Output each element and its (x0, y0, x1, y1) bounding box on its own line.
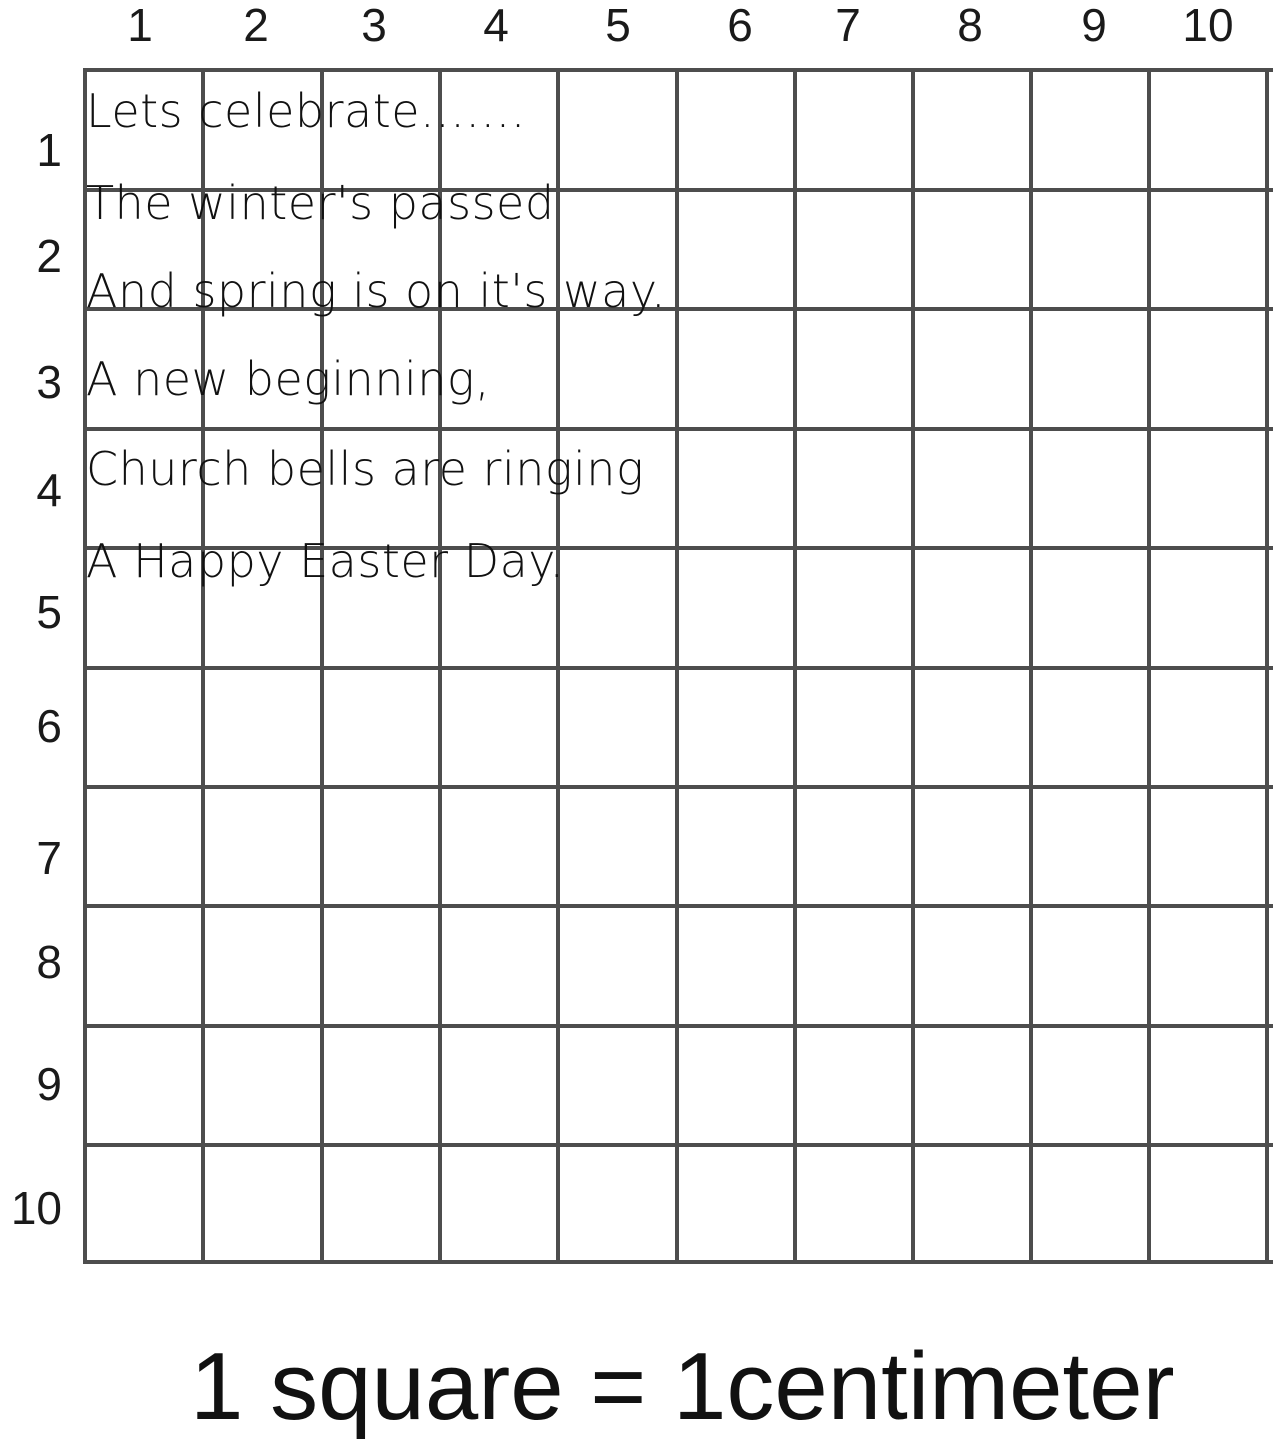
poem-line: Lets celebrate....... (86, 84, 526, 138)
column-number: 2 (243, 0, 269, 51)
poem-line: A Happy Easter Day. (86, 534, 565, 588)
poem-line: The winter's passed (86, 176, 555, 230)
row-number: 8 (36, 936, 62, 988)
column-number: 6 (727, 0, 753, 51)
grid-line-horizontal (83, 1024, 1273, 1028)
poem-line: A new beginning, (86, 352, 491, 406)
grid-line-horizontal (83, 666, 1273, 670)
poem-line: Church bells are ringing (86, 442, 645, 496)
grid-line-horizontal (83, 1143, 1273, 1147)
column-number: 9 (1081, 0, 1107, 51)
grid-line-horizontal (83, 427, 1273, 431)
column-number: 3 (361, 0, 387, 51)
grid-line-horizontal (83, 68, 1273, 72)
row-number: 7 (36, 832, 62, 884)
grid-line-horizontal (83, 1260, 1273, 1264)
row-number: 2 (36, 230, 62, 282)
grid-line-horizontal (83, 785, 1273, 789)
column-number: 5 (605, 0, 631, 51)
row-number: 10 (10, 1182, 62, 1234)
row-number: 9 (36, 1058, 62, 1110)
column-number: 7 (835, 0, 861, 51)
column-number: 10 (1182, 0, 1234, 51)
row-number: 4 (36, 464, 62, 516)
poem-line: And spring is on it's way. (86, 264, 667, 318)
row-number: 5 (36, 586, 62, 638)
grid-line-horizontal (83, 904, 1273, 908)
row-number: 6 (36, 700, 62, 752)
centimeter-grid (83, 68, 1273, 1264)
row-number: 3 (36, 356, 62, 408)
scale-caption: 1 square = 1centimeter (190, 1333, 1175, 1440)
row-number: 1 (36, 124, 62, 176)
column-number: 4 (483, 0, 509, 51)
column-number: 8 (957, 0, 983, 51)
column-number: 1 (127, 0, 153, 51)
